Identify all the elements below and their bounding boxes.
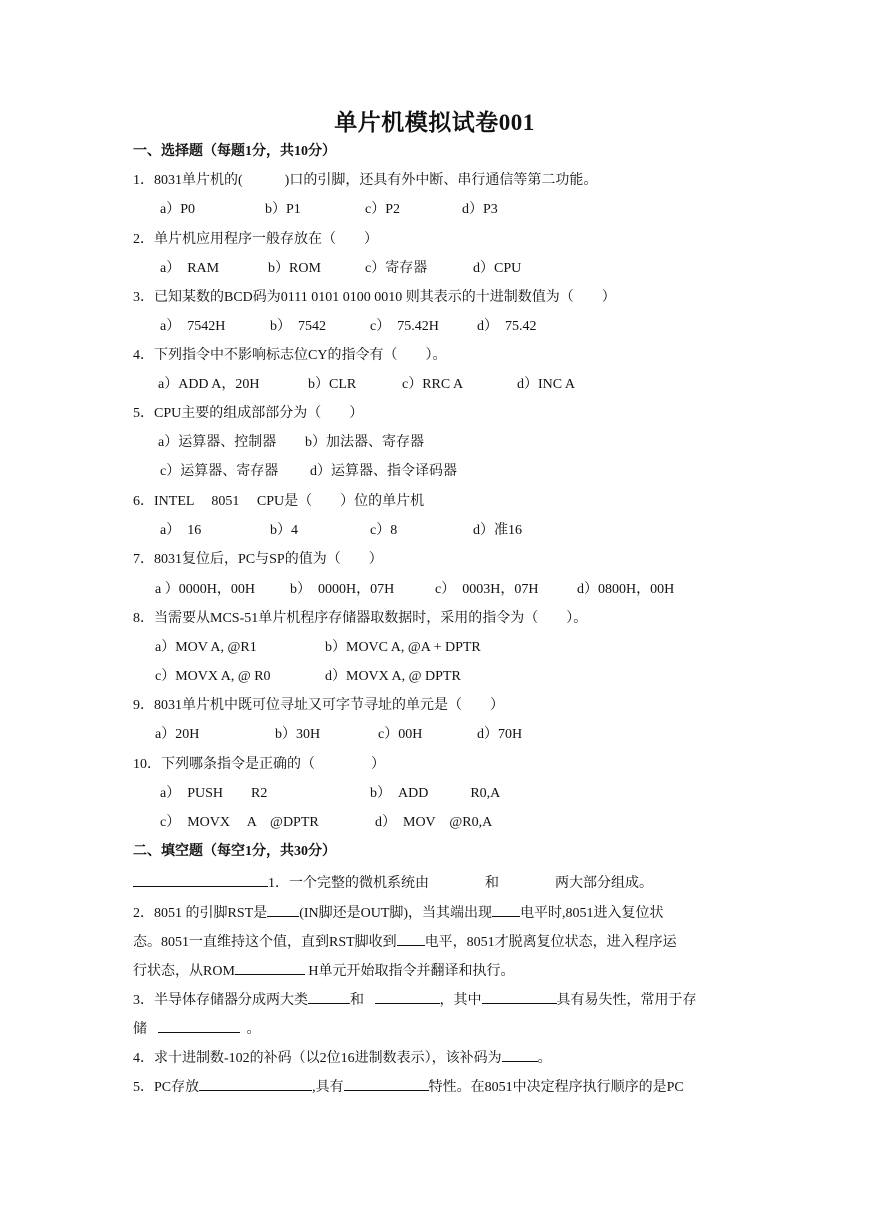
option-b: b）P1 — [265, 202, 301, 217]
text: 。 — [246, 1022, 261, 1037]
question-8: 8．当需要从MCS-51单片机程序存储器取数据时，采用的指令为（ ）。 — [133, 611, 588, 626]
text: 。 — [537, 1051, 552, 1066]
option-d: d）0800H，00H — [577, 582, 675, 597]
option-d: d）P3 — [462, 202, 498, 217]
text: 5．PC存放 — [133, 1080, 200, 1095]
option-b: b）MOVC A, @A + DPTR — [325, 640, 481, 655]
text: 具有易失性，常用于存 — [556, 993, 697, 1008]
text: 行状态，从ROM — [133, 964, 235, 979]
answer-blank — [344, 1075, 429, 1091]
question-10: 10．下列哪条指令是正确的（ ） — [133, 757, 385, 772]
question-5: 5．CPU主要的组成部部分为（ ） — [133, 406, 364, 421]
fill-question-2-line1 — [133, 901, 664, 924]
option-b: b）4 — [270, 523, 298, 538]
option-c: c） MOVX A @DPTR — [160, 815, 319, 830]
answer-blank — [482, 988, 557, 1004]
option-a: a）20H — [155, 727, 200, 742]
text: 4．求十进制数-102的补码（以2位16进制数表示），该补码为 — [133, 1051, 502, 1066]
page-title: 单片机模拟试卷001 — [334, 110, 535, 135]
option-c: c）00H — [378, 727, 423, 742]
option-d: d）70H — [477, 727, 523, 742]
fill-question-2-line2 — [133, 930, 677, 953]
fill-question-3-line2 — [133, 1017, 261, 1040]
option-d: d）INC A — [517, 377, 575, 392]
fill-question-2-line3 — [133, 959, 515, 982]
option-c: c）运算器、寄存器 — [160, 464, 279, 479]
option-d: d）MOVX A, @ DPTR — [325, 669, 461, 684]
text: ,具有 — [312, 1080, 344, 1095]
option-a: a）ADD A，20H — [158, 377, 260, 392]
option-a: a） PUSH R2 — [160, 786, 268, 801]
fill-question-1-text: 1．一个完整的微机系统由 和 两大部分组成。 — [268, 876, 653, 891]
text: H单元开始取指令并翻译和执行。 — [304, 964, 515, 979]
option-b: b） 0000H，07H — [290, 582, 395, 597]
option-b: b） 7542 — [270, 319, 326, 334]
answer-blank — [199, 1075, 312, 1091]
option-a: a） 16 — [160, 523, 202, 538]
text: ，其中 — [439, 993, 482, 1008]
question-9: 9．8031单片机中既可位寻址又可字节寻址的单元是（ ） — [133, 698, 504, 713]
option-c: c）RRC A — [402, 377, 464, 392]
text: 储 — [133, 1022, 147, 1037]
text: 电平时,8051进入复位状 — [520, 906, 664, 921]
fill-question-3-line1 — [133, 988, 697, 1011]
section-choice-heading: 一、选择题（每题1分，共10分） — [133, 144, 336, 159]
text: (IN脚还是OUT脚)，当其端出现 — [299, 906, 493, 921]
question-2: 2．单片机应用程序一般存放在（ ） — [133, 232, 378, 247]
option-a: a） 7542H — [160, 319, 226, 334]
option-c: c）8 — [370, 523, 398, 538]
answer-blank — [375, 988, 440, 1004]
option-b: b）CLR — [308, 377, 357, 392]
option-d: d）准16 — [473, 523, 522, 538]
answer-blank — [267, 901, 299, 917]
question-4: 4．下列指令中不影响标志位CY的指令有（ ）。 — [133, 348, 447, 363]
answer-blank — [502, 1046, 538, 1062]
option-a: a）MOV A, @R1 — [155, 640, 257, 655]
answer-blank — [133, 871, 268, 887]
option-a: a）运算器、控制器 — [158, 435, 277, 450]
option-d: d） MOV @R0,A — [375, 815, 493, 830]
option-d: d）CPU — [473, 261, 522, 276]
fill-question-1 — [133, 871, 653, 894]
option-b: b）30H — [275, 727, 321, 742]
answer-blank — [397, 930, 425, 946]
text: 2．8051 的引脚RST是 — [133, 906, 268, 921]
option-c: c）MOVX A, @ R0 — [155, 669, 271, 684]
option-c: c） 75.42H — [370, 319, 439, 334]
text: 特性。在8051中决定程序执行顺序的是PC — [428, 1080, 684, 1095]
answer-blank — [158, 1017, 240, 1033]
text: 电平，8051才脱离复位状态，进入程序运 — [424, 935, 677, 950]
text: 3．半导体存储器分成两大类 — [133, 993, 308, 1008]
text: 态。8051一直维持这个值，直到RST脚收到 — [133, 935, 397, 950]
answer-blank — [235, 959, 305, 975]
question-1: 1．8031单片机的( )口的引脚，还具有外中断、串行通信等第二功能。 — [133, 173, 598, 188]
option-d: d）运算器、指令译码器 — [310, 464, 457, 479]
fill-question-5 — [133, 1075, 684, 1098]
answer-blank — [308, 988, 350, 1004]
option-a: a） RAM — [160, 261, 220, 276]
option-b: b）加法器、寄存器 — [305, 435, 424, 450]
option-c: c）P2 — [365, 202, 400, 217]
option-b: b）ROM — [268, 261, 321, 276]
option-b: b） ADD R0,A — [370, 786, 501, 801]
option-a: a ）0000H，00H — [155, 582, 255, 597]
option-d: d） 75.42 — [477, 319, 537, 334]
option-c: c）寄存器 — [365, 261, 428, 276]
question-3: 3．已知某数的BCD码为0111 0101 0100 0010 则其表示的十进制数值为（ ） — [133, 290, 616, 305]
option-c: c） 0003H，07H — [435, 582, 539, 597]
text: 和 — [350, 993, 364, 1008]
option-a: a）P0 — [160, 202, 195, 217]
question-7: 7．8031复位后，PC与SP的值为（ ） — [133, 552, 383, 567]
section-fill-heading: 二、填空题（每空1分，共30分） — [133, 844, 336, 859]
answer-blank — [492, 901, 520, 917]
question-6: 6．INTEL 8051 CPU是（ ）位的单片机 — [133, 494, 425, 509]
fill-question-4 — [133, 1046, 552, 1069]
